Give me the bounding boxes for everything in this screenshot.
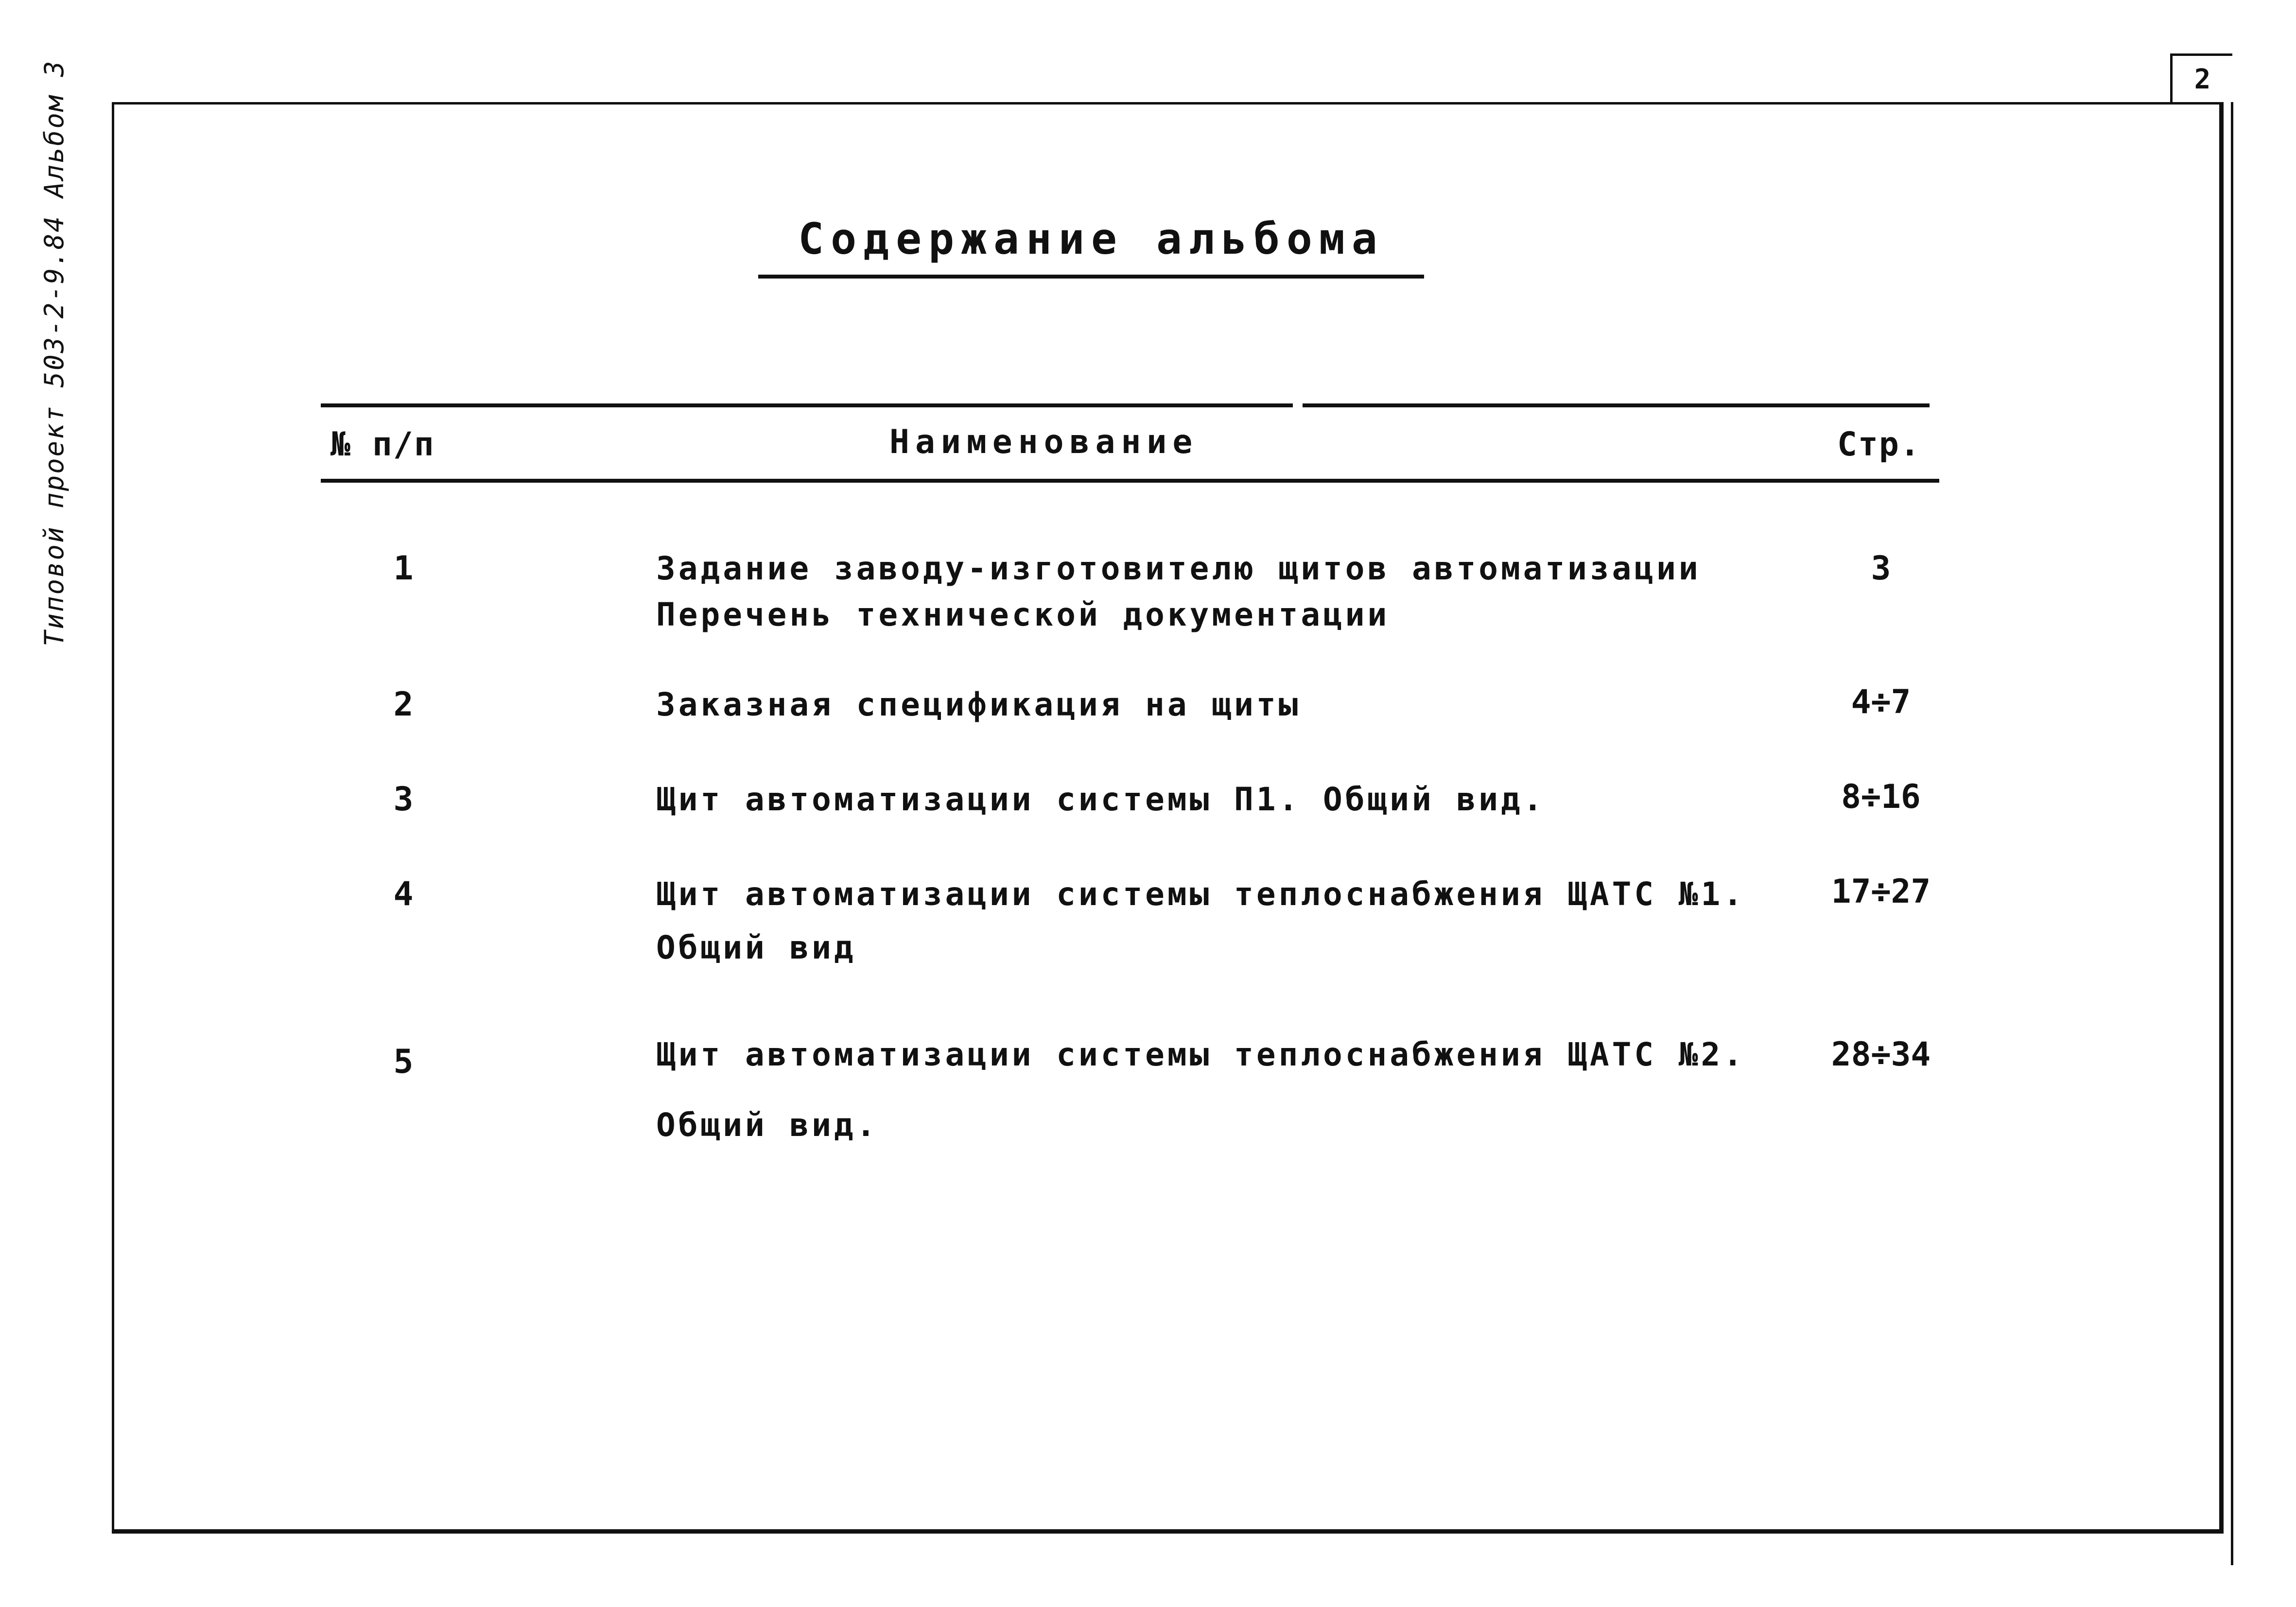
row-2-number: 2 — [393, 685, 414, 724]
row-4-pages: 17÷27 — [1831, 873, 1931, 911]
table-top-rule-right — [1303, 403, 1930, 407]
row-2-pages: 4÷7 — [1851, 683, 1911, 721]
row-1-pages: 3 — [1871, 549, 1891, 588]
header-name: Наименование — [889, 423, 1199, 461]
row-1-name-line-2: Перечень технической документации — [656, 596, 1390, 633]
table-header-rule — [321, 479, 1939, 483]
row-1-name-line-1: Задание заводу-изготовителю щитов автоматизации — [656, 550, 1701, 587]
row-5-name-line-2: Общий вид. — [656, 1106, 879, 1144]
row-3-pages: 8÷16 — [1841, 778, 1921, 816]
page-title: Содержание альбома — [798, 214, 1384, 264]
row-4-number: 4 — [393, 875, 414, 913]
row-5-name-line-1: Щит автоматизации системы теплоснабжения ЩАТС №2. — [656, 1036, 1746, 1073]
header-page: Стр. — [1837, 425, 1921, 464]
header-number: № п/п — [330, 425, 435, 464]
table-top-rule-left — [321, 403, 1293, 407]
row-5-number: 5 — [393, 1043, 414, 1081]
sheet-number: 2 — [2170, 53, 2232, 104]
frame-right-edge — [2231, 102, 2233, 1565]
row-4-name-line-2: Общий вид — [656, 929, 856, 966]
title-underline — [758, 275, 1424, 279]
row-4-name-line-1: Щит автоматизации системы теплоснабжения ЩАТС №1. — [656, 875, 1746, 913]
project-side-label: Типовой проект 503-2-9.84 Альбом 3 — [39, 59, 70, 646]
row-3-number: 3 — [393, 780, 414, 819]
row-2-name-line-1: Заказная спецификация на щиты — [656, 686, 1301, 723]
row-5-pages: 28÷34 — [1831, 1035, 1931, 1074]
row-3-name-line-1: Щит автоматизации системы П1. Общий вид. — [656, 781, 1546, 818]
row-1-number: 1 — [393, 549, 414, 588]
